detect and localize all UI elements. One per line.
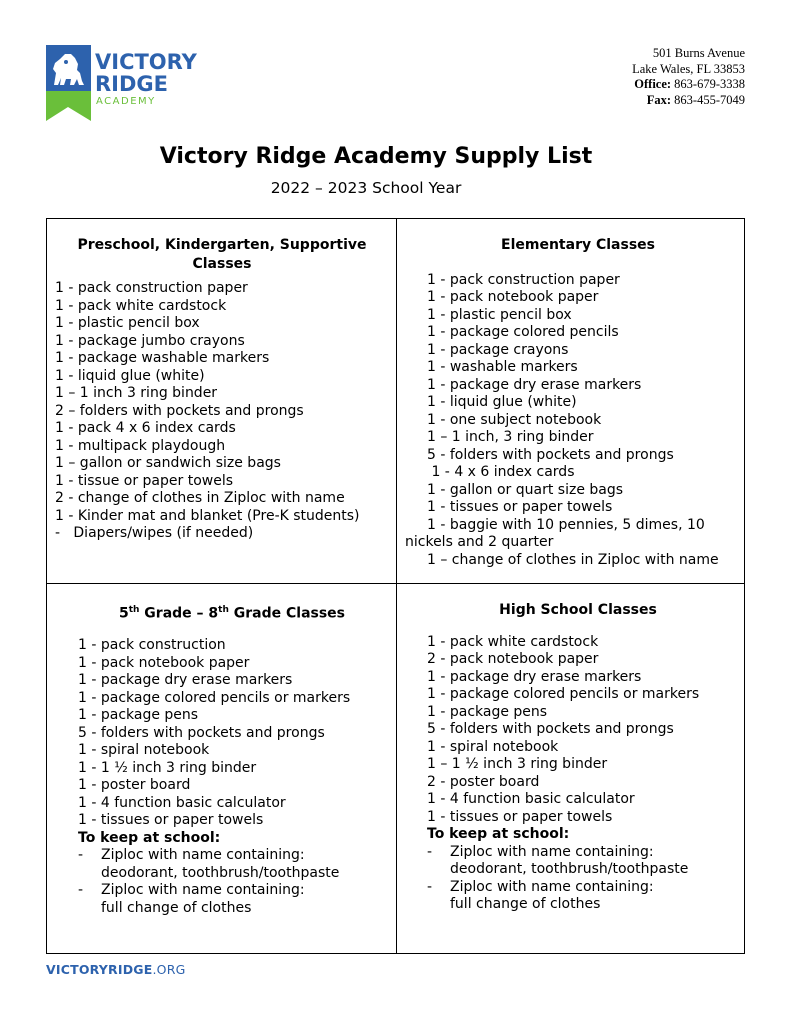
supply-item: 1 - package dry erase markers <box>427 376 642 393</box>
supply-item: 1 - gallon or quart size bags <box>427 481 624 498</box>
supply-item: 2 – folders with pockets and prongs <box>55 402 304 419</box>
supply-item: 1 – 1 ½ inch 3 ring binder <box>427 756 608 772</box>
section-elementary <box>405 236 741 569</box>
supply-item: 1 - liquid glue (white) <box>427 394 577 410</box>
supply-item: 1 - washable markers <box>427 359 578 375</box>
supply-item: 1 - 4 function basic calculator <box>427 791 635 807</box>
supply-item: 1 - pack 4 x 6 index cards <box>55 420 236 436</box>
row-divider <box>47 583 744 584</box>
supply-item: 1 - liquid glue (white) <box>55 367 205 384</box>
logo-text-ridge: RIDGE <box>95 72 168 96</box>
website-link[interactable]: VICTORYRIDGE.ORG <box>46 962 186 977</box>
supply-item: 1 - pack notebook paper <box>427 289 599 305</box>
supply-item: 1 - package washable markers <box>55 350 270 366</box>
logo-text-academy: ACADEMY <box>96 96 156 107</box>
address-city: Lake Wales, FL 33853 <box>632 61 745 76</box>
supply-item: 1 - baggie with 10 pennies, 5 dimes, 10 <box>427 516 705 533</box>
supply-item: 1 - tissue or paper towels <box>55 472 234 489</box>
supply-item: 1 - pack notebook paper <box>78 654 250 671</box>
supply-item: 2 - change of clothes in Ziploc with name <box>55 490 345 506</box>
supply-item: 1 - pack white cardstock <box>427 633 599 650</box>
supply-item: 1 - Kinder mat and blanket (Pre-K students) <box>55 507 360 524</box>
supply-item: 1 - 1 ½ inch 3 ring binder <box>78 759 257 776</box>
address-street: 501 Burns Avenue <box>652 46 745 60</box>
supply-item: 1 - package pens <box>427 703 548 720</box>
address-fax: Fax: 863-455-7049 <box>646 92 745 107</box>
logo-text-victory: VICTORY <box>95 50 197 74</box>
contact-address <box>545 46 745 108</box>
keep-at-school <box>55 830 389 918</box>
supply-item: 5 - folders with pockets and prongs <box>427 721 674 737</box>
supply-item: 1 - spiral notebook <box>78 742 210 759</box>
supply-item: 1 - package jumbo crayons <box>55 332 245 349</box>
supply-item-continued: nickels and 2 quarter <box>405 534 554 550</box>
supply-item: 1 - package colored pencils or markers <box>78 689 351 706</box>
supply-item: 5 - folders with pockets and prongs <box>78 724 325 741</box>
keep-item: - Ziploc with name containing: deodorant, toothbrush/toothpaste <box>78 847 340 881</box>
column-divider <box>396 219 397 953</box>
supply-items <box>55 637 389 830</box>
keep-item: - Ziploc with name containing: full change of clothes <box>427 878 654 912</box>
supply-list-table <box>46 218 745 954</box>
supply-item: 1 - package colored pencils <box>427 324 619 340</box>
section-high-school <box>405 601 741 914</box>
supply-item: 1 - package pens <box>78 707 199 724</box>
supply-items <box>405 634 741 827</box>
page-subtitle: 2022 – 2023 School Year <box>270 179 462 197</box>
supply-item: 1 - pack construction <box>78 637 226 654</box>
supply-item: 1 - tissues or paper towels <box>78 812 264 829</box>
supply-item: 1 - 4 x 6 index cards <box>427 464 575 480</box>
keep-label: To keep at school: <box>427 826 570 842</box>
keep-label: To keep at school: <box>78 829 221 846</box>
supply-item: 1 - plastic pencil box <box>55 315 200 331</box>
supply-item: 1 - pack white cardstock <box>55 297 227 314</box>
supply-item: 1 – 1 inch, 3 ring binder <box>427 429 594 445</box>
supply-item: 1 – 1 inch 3 ring binder <box>55 385 218 401</box>
supply-item: 1 - poster board <box>78 777 191 794</box>
supply-item: 1 - pack construction paper <box>427 271 620 288</box>
supply-items <box>55 280 389 543</box>
supply-item: 1 - multipack playdough <box>55 437 226 454</box>
supply-item: 1 - package crayons <box>427 341 569 358</box>
supply-item: 1 – gallon or sandwich size bags <box>55 455 281 471</box>
section-middle <box>55 601 389 917</box>
supply-item: 1 - pack construction paper <box>55 280 248 296</box>
supply-item: 1 - one subject notebook <box>427 411 602 428</box>
keep-item: - Ziploc with name containing: deodorant, toothbrush/toothpaste <box>427 843 689 877</box>
section-heading: 5th Grade – 8th Grade Classes <box>118 605 346 622</box>
supply-item: - Diapers/wipes (if needed) <box>55 525 254 541</box>
supply-item: 1 - package dry erase markers <box>427 668 642 685</box>
section-preschool <box>55 236 389 543</box>
supply-item: 2 - pack notebook paper <box>427 651 599 667</box>
supply-item: 1 - tissues or paper towels <box>427 808 613 825</box>
supply-items <box>405 272 741 570</box>
supply-item: 5 - folders with pockets and prongs <box>427 446 674 463</box>
keep-at-school <box>405 826 741 914</box>
section-heading: Elementary Classes <box>501 237 655 253</box>
supply-item: 1 - tissues or paper towels <box>427 499 613 515</box>
section-heading: High School Classes <box>499 602 657 618</box>
supply-item: 1 - package colored pencils or markers <box>427 686 700 702</box>
page-title: Victory Ridge Academy Supply List <box>159 144 593 169</box>
supply-item: 1 – change of clothes in Ziploc with name <box>427 551 719 568</box>
keep-item: - Ziploc with name containing: full change of clothes <box>78 882 305 916</box>
section-heading: Preschool, Kindergarten, Supportive Classes <box>77 237 367 272</box>
supply-item: 1 - spiral notebook <box>427 738 559 755</box>
victory-ridge-logo <box>46 45 216 125</box>
supply-item: 1 - 4 function basic calculator <box>78 794 286 811</box>
supply-item: 1 - package dry erase markers <box>78 672 293 689</box>
address-office: Office: 863-679-3338 <box>634 77 745 91</box>
supply-item: 1 - plastic pencil box <box>427 306 572 323</box>
supply-item: 2 - poster board <box>427 773 540 790</box>
